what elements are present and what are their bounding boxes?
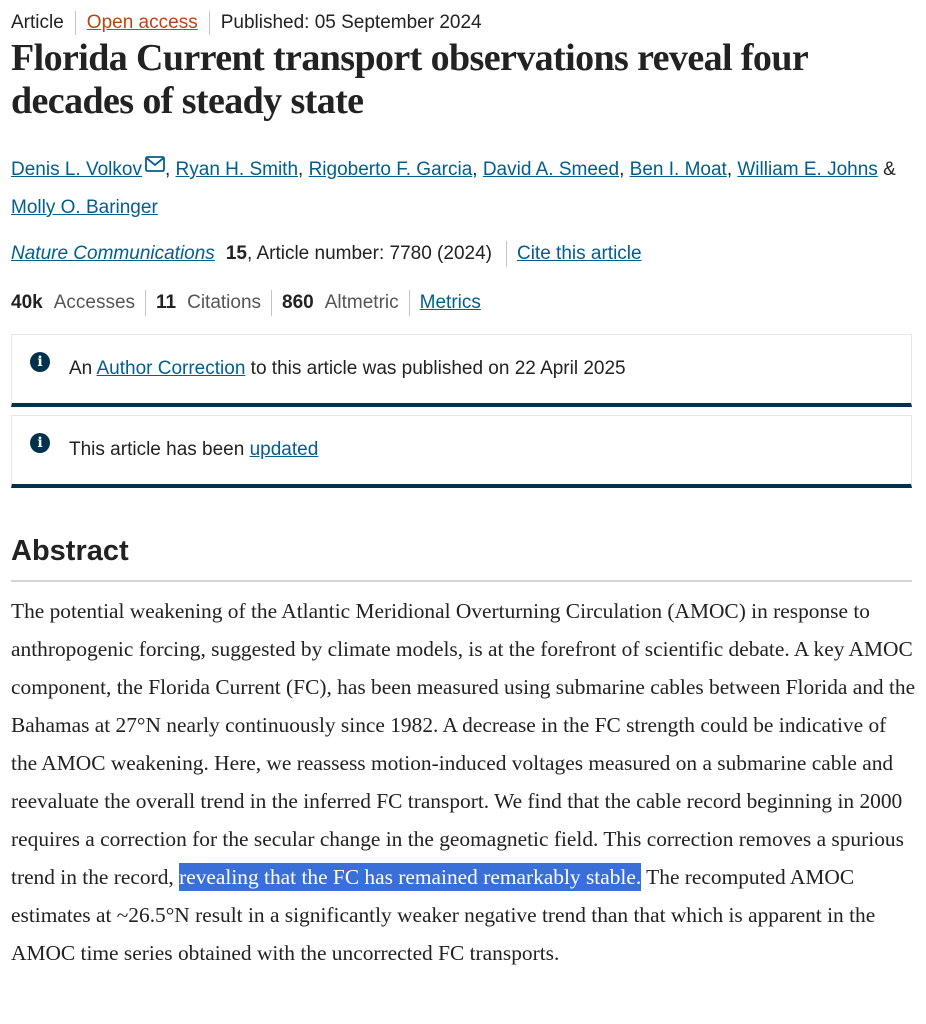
altmetric-count: 860 (282, 292, 314, 313)
author-link[interactable]: Denis L. Volkov (11, 159, 142, 180)
article-updated-notice (11, 415, 912, 488)
author-link[interactable]: Rigoberto F. Garcia (308, 159, 473, 180)
article-title: Florida Current transport observations reveal four decades of steady state (11, 37, 808, 122)
updated-link[interactable]: updated (249, 439, 319, 460)
divider (75, 11, 76, 35)
mail-icon[interactable] (145, 148, 165, 164)
author-link[interactable]: William E. Johns (737, 159, 878, 180)
article-number: , Article number: 7780 (2024) (246, 243, 492, 264)
divider (209, 11, 210, 35)
notice-text: An Author Correction to this article was published on 22 April 2025 (69, 358, 626, 379)
volume: 15 (225, 243, 247, 264)
citation-row (11, 241, 642, 267)
journal-link[interactable]: Nature Communications (11, 243, 215, 264)
divider (409, 290, 410, 316)
citations-count: 11 (156, 292, 177, 313)
author-correction-notice (11, 334, 912, 407)
divider (145, 290, 146, 316)
accesses-count: 40k (11, 292, 43, 313)
metrics-link[interactable]: Metrics (419, 292, 481, 313)
author-link[interactable]: Molly O. Baringer (11, 197, 158, 218)
accesses-label: Accesses (53, 292, 136, 313)
author-list: Denis L. Volkov , Ryan H. Smith, Rigoberto F. Garcia, David A. Smeed, Ben I. Moat, William E. Johns & Molly O. Baringer (11, 148, 911, 227)
author-link[interactable]: David A. Smeed (482, 159, 620, 180)
abstract-heading: Abstract (11, 535, 129, 567)
author-correction-link[interactable]: Author Correction (96, 358, 246, 379)
info-icon: i (30, 433, 50, 453)
divider (271, 290, 272, 316)
ampersand: & (883, 159, 896, 180)
altmetric-label: Altmetric (324, 292, 399, 313)
open-access-link[interactable]: Open access (86, 12, 198, 33)
cite-this-article-link[interactable]: Cite this article (516, 243, 642, 264)
author-link[interactable]: Ryan H. Smith (175, 159, 299, 180)
info-icon: i (30, 352, 50, 372)
author-link[interactable]: Ben I. Moat (629, 159, 727, 180)
citations-label: Citations (187, 292, 262, 313)
abstract-body: The potential weakening of the Atlantic Meridional Overturning Circulation (AMOC) in response to anthropogenic forcing, suggested by climate models, is at the forefront of scientific debate. A key AMOC component, the Florida Current (FC), has been measured using submarine cables between Florida and the Bahamas at 27°N nearly continuously since 1982. A decrease in the FC strength could be indicative of the AMOC weakening. Here, we reassess motion-induced voltages measured on a submarine cable and reevaluate the overall trend in the inferred FC transport. We find that the cable record beginning in 2000 requires a correction for the secular change in the geomagnetic field. This correction removes a spurious trend in the record, revealing that the FC has remained remarkably stable. The recomputed AMOC estimates at ~26.5°N result in a significantly weaker negative trend than that which is apparent in the AMOC time series obtained with the uncorrected FC transports. (11, 599, 916, 965)
metrics-row (11, 290, 481, 316)
published-date: Published: 05 September 2024 (220, 12, 482, 33)
article-type: Article (11, 12, 64, 33)
notice-text: This article has been updated (69, 439, 319, 460)
divider (11, 580, 912, 582)
divider (506, 241, 507, 267)
text-selection-highlight: revealing that the FC has remained remarkably stable. (179, 865, 642, 889)
article-meta-row (11, 11, 482, 35)
